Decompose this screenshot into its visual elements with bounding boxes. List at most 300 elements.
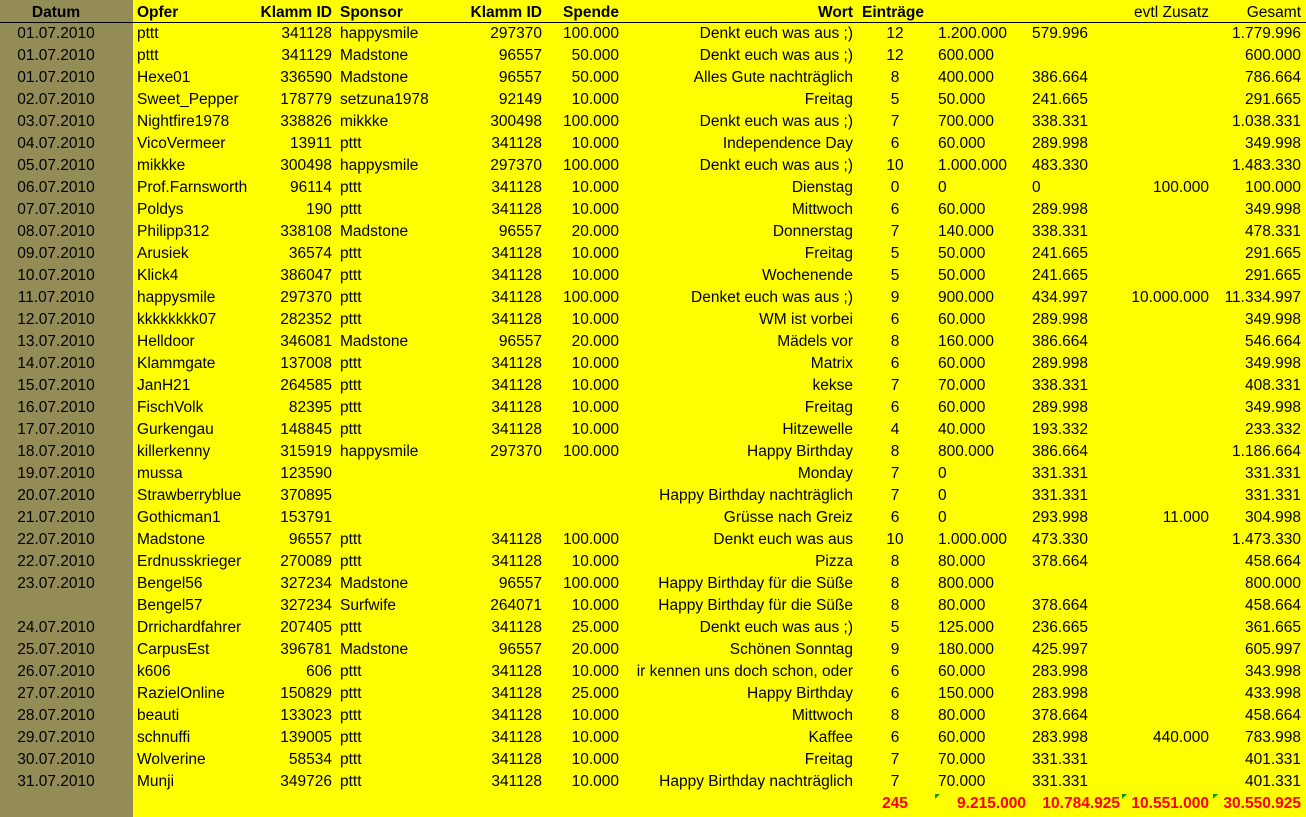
cell-datum[interactable]: 12.07.2010 [17,311,95,328]
cell-spende[interactable]: 10.000 [571,553,619,570]
cell-spende[interactable]: 20.000 [571,333,619,350]
cell-eintraege[interactable]: 10 [886,157,904,174]
cell-gesamt[interactable]: 800.000 [1244,575,1301,592]
cell-gesamt[interactable]: 331.331 [1244,465,1301,482]
cell-punkte2[interactable]: 289.998 [1032,399,1089,416]
cell-opfer[interactable]: Bengel56 [137,575,203,592]
cell-opfer[interactable]: pttt [137,47,159,64]
cell-wort[interactable]: Freitag [804,91,853,108]
cell-opfer[interactable]: Poldys [137,201,184,218]
cell-wort[interactable]: Independence Day [722,135,853,152]
cell-eintraege[interactable]: 5 [890,267,900,284]
cell-klamm-id-1[interactable]: 327234 [280,597,332,614]
cell-wort[interactable]: kekse [812,377,853,394]
cell-wort[interactable]: Denkt euch was aus ;) [699,25,853,42]
cell-spende[interactable] [545,507,619,529]
cell-punkte1[interactable]: 60.000 [938,399,986,416]
cell-klamm-id-1[interactable]: 300498 [280,157,332,174]
cell-spende[interactable]: 20.000 [571,641,619,658]
cell-datum[interactable]: 29.07.2010 [17,729,95,746]
cell-eintraege[interactable]: 0 [890,179,900,196]
cell-klamm-id-2[interactable]: 297370 [490,443,542,460]
cell-sponsor[interactable]: happysmile [340,25,419,42]
cell-punkte2[interactable]: 579.996 [1032,25,1089,42]
cell-gesamt[interactable]: 1.186.664 [1232,443,1301,460]
cell-eintraege[interactable]: 7 [890,487,900,504]
cell-gesamt[interactable]: 331.331 [1244,487,1301,504]
cell-eintraege[interactable]: 8 [890,575,900,592]
cell-klamm-id-2[interactable]: 92149 [498,91,542,108]
cell-wort[interactable]: Happy Birthday [747,443,853,460]
cell-spende[interactable]: 100.000 [562,443,619,460]
cell-zusatz[interactable] [1120,309,1209,331]
cell-punkte2[interactable]: 241.665 [1032,91,1089,108]
cell-punkte1[interactable]: 125.000 [938,619,995,636]
cell-klamm-id-1[interactable]: 327234 [280,575,332,592]
cell-punkte1[interactable]: 600.000 [938,47,995,64]
cell-zusatz[interactable] [1120,463,1209,485]
cell-klamm-id-2[interactable]: 341128 [491,289,542,306]
cell-zusatz[interactable] [1120,133,1209,155]
cell-gesamt[interactable]: 458.664 [1244,553,1301,570]
cell-gesamt[interactable]: 433.998 [1244,685,1301,702]
cell-eintraege[interactable]: 5 [890,245,900,262]
cell-wort[interactable]: Denkt euch was aus [713,531,853,548]
cell-opfer[interactable]: Sweet_Pepper [137,91,239,108]
cell-datum[interactable]: 08.07.2010 [17,223,95,240]
total-gesamt[interactable]: 30.550.925 [1223,795,1301,812]
cell-opfer[interactable]: Madstone [137,531,206,548]
cell-opfer[interactable]: Klick4 [137,267,179,284]
cell-sponsor[interactable]: pttt [340,267,362,284]
cell-eintraege[interactable]: 6 [890,135,900,152]
cell-zusatz[interactable] [1120,617,1209,639]
cell-spende[interactable]: 50.000 [571,47,619,64]
cell-datum[interactable]: 10.07.2010 [17,267,95,284]
cell-sponsor[interactable]: pttt [340,421,362,438]
cell-datum[interactable]: 13.07.2010 [17,333,95,350]
cell-punkte1[interactable]: 400.000 [938,69,995,86]
cell-klamm-id-1[interactable]: 58534 [288,751,332,768]
cell-gesamt[interactable]: 343.998 [1244,663,1301,680]
cell-klamm-id-1[interactable]: 150829 [280,685,332,702]
cell-datum[interactable]: 30.07.2010 [17,751,95,768]
cell-klamm-id-1[interactable]: 133023 [280,707,332,724]
cell-zusatz[interactable] [1120,705,1209,727]
cell-eintraege[interactable]: 7 [890,377,900,394]
cell-spende[interactable]: 10.000 [571,245,619,262]
cell-sponsor[interactable]: Madstone [340,333,409,350]
cell-punkte1[interactable]: 80.000 [938,553,986,570]
cell-eintraege[interactable]: 8 [890,333,900,350]
cell-zusatz[interactable] [1120,441,1209,463]
cell-spende[interactable]: 10.000 [571,729,619,746]
cell-punkte1[interactable]: 60.000 [938,311,986,328]
cell-klamm-id-2[interactable]: 341128 [491,685,542,702]
cell-opfer[interactable]: Nightfire1978 [137,113,230,130]
cell-punkte2[interactable]: 378.664 [1032,597,1089,614]
cell-klamm-id-1[interactable]: 341129 [281,47,332,64]
cell-datum[interactable]: 07.07.2010 [17,201,95,218]
cell-wort[interactable]: Pizza [815,553,853,570]
cell-klamm-id-1[interactable]: 137008 [280,355,332,372]
cell-eintraege[interactable]: 6 [890,311,900,328]
cell-wort[interactable]: WM ist vorbei [759,311,853,328]
cell-punkte2[interactable]: 0 [1032,179,1041,196]
cell-datum[interactable]: 19.07.2010 [17,465,95,482]
cell-klamm-id-2[interactable]: 297370 [490,157,542,174]
cell-punkte1[interactable]: 800.000 [938,575,995,592]
cell-spende[interactable]: 25.000 [571,619,619,636]
cell-gesamt[interactable]: 783.998 [1244,729,1301,746]
cell-gesamt[interactable]: 349.998 [1244,135,1301,152]
cell-punkte2[interactable]: 378.664 [1032,707,1089,724]
cell-datum[interactable]: 17.07.2010 [17,421,95,438]
cell-punkte1[interactable]: 1.200.000 [938,25,1007,42]
cell-sponsor[interactable]: happysmile [340,157,419,174]
cell-wort[interactable]: Happy Birthday für die Süße [658,597,853,614]
cell-eintraege[interactable]: 9 [890,289,900,306]
cell-zusatz[interactable] [1120,67,1209,89]
cell-klamm-id-1[interactable]: 282352 [280,311,332,328]
cell-opfer[interactable]: VicoVermeer [137,135,226,152]
cell-wort[interactable]: Freitag [804,399,853,416]
cell-opfer[interactable]: mikkke [137,157,186,174]
cell-punkte1[interactable]: 0 [938,465,947,482]
cell-opfer[interactable]: beauti [137,707,180,724]
cell-klamm-id-2[interactable]: 96557 [498,641,542,658]
cell-opfer[interactable]: Hexe01 [137,69,191,86]
cell-spende[interactable]: 100.000 [562,575,619,592]
cell-opfer[interactable]: pttt [137,25,159,42]
cell-eintraege[interactable]: 12 [886,25,904,42]
cell-gesamt[interactable]: 349.998 [1244,311,1301,328]
header-spende[interactable]: Spende [563,4,619,21]
cell-klamm-id-2[interactable]: 341128 [491,245,542,262]
cell-datum[interactable]: 20.07.2010 [17,487,95,504]
cell-zusatz[interactable] [1120,661,1209,683]
cell-sponsor[interactable]: pttt [340,531,362,548]
cell-opfer[interactable]: Strawberryblue [137,487,242,504]
cell-opfer[interactable]: Erdnusskrieger [137,553,242,570]
cell-datum[interactable]: 24.07.2010 [17,619,95,636]
cell-datum[interactable]: 16.07.2010 [17,399,95,416]
cell-punkte1[interactable]: 60.000 [938,355,986,372]
cell-eintraege[interactable]: 6 [890,729,900,746]
cell-klamm-id-2[interactable]: 96557 [498,575,542,592]
cell-gesamt[interactable]: 458.664 [1244,597,1301,614]
cell-sponsor[interactable]: pttt [340,179,362,196]
cell-wort[interactable]: Mädels vor [777,333,853,350]
cell-klamm-id-2[interactable]: 341128 [491,201,542,218]
cell-datum[interactable]: 06.07.2010 [17,179,95,196]
cell-klamm-id-1[interactable]: 153791 [280,509,332,526]
cell-punkte2[interactable] [1032,573,1120,595]
cell-punkte1[interactable]: 0 [938,179,947,196]
cell-zusatz[interactable] [1120,375,1209,397]
cell-gesamt[interactable]: 349.998 [1244,399,1301,416]
cell-punkte1[interactable]: 900.000 [938,289,995,306]
cell-punkte2[interactable]: 434.997 [1032,289,1089,306]
cell-gesamt[interactable]: 478.331 [1244,223,1301,240]
cell-eintraege[interactable]: 6 [890,685,900,702]
cell-datum[interactable]: 18.07.2010 [17,443,95,460]
cell-spende[interactable]: 10.000 [571,377,619,394]
cell-datum[interactable]: 05.07.2010 [17,157,95,174]
cell-sponsor[interactable]: pttt [340,685,362,702]
cell-eintraege[interactable]: 6 [890,399,900,416]
cell-punkte1[interactable]: 0 [938,509,947,526]
cell-spende[interactable]: 10.000 [571,773,619,790]
cell-eintraege[interactable]: 8 [890,69,900,86]
cell-wort[interactable]: ir kennen uns doch schon, oder [636,663,853,680]
cell-sponsor[interactable]: pttt [340,707,362,724]
cell-punkte1[interactable]: 60.000 [938,663,986,680]
cell-punkte2[interactable]: 283.998 [1032,685,1089,702]
cell-eintraege[interactable]: 9 [890,641,900,658]
cell-datum[interactable]: 22.07.2010 [17,531,95,548]
cell-klamm-id-1[interactable]: 123590 [280,465,332,482]
cell-gesamt[interactable]: 1.779.996 [1232,25,1301,42]
cell-punkte2[interactable]: 289.998 [1032,311,1089,328]
cell-zusatz[interactable]: 11.000 [1162,509,1209,526]
cell-sponsor[interactable]: pttt [340,773,362,790]
cell-sponsor[interactable]: pttt [340,245,362,262]
cell-punkte2[interactable]: 386.664 [1032,443,1089,460]
cell-spende[interactable]: 10.000 [571,267,619,284]
cell-sponsor[interactable]: pttt [340,751,362,768]
header-evtl-zusatz[interactable]: evtl Zusatz [1134,4,1209,21]
cell-eintraege[interactable]: 12 [886,47,904,64]
cell-klamm-id-1[interactable]: 270089 [280,553,332,570]
cell-wort[interactable]: Freitag [804,751,853,768]
cell-klamm-id-2[interactable]: 341128 [491,553,542,570]
header-gesamt[interactable]: Gesamt [1246,4,1301,21]
cell-sponsor[interactable]: pttt [340,135,362,152]
cell-klamm-id-2[interactable]: 341128 [491,267,542,284]
header-datum[interactable]: Datum [31,4,81,21]
cell-punkte1[interactable]: 800.000 [938,443,995,460]
cell-gesamt[interactable]: 349.998 [1244,201,1301,218]
cell-sponsor[interactable]: Madstone [340,47,409,64]
cell-klamm-id-1[interactable]: 297370 [280,289,332,306]
cell-gesamt[interactable]: 401.331 [1244,751,1301,768]
cell-punkte1[interactable]: 70.000 [938,377,986,394]
cell-opfer[interactable]: JanH21 [137,377,191,394]
cell-eintraege[interactable]: 8 [890,553,900,570]
cell-punkte1[interactable]: 60.000 [938,135,986,152]
cell-sponsor[interactable]: pttt [340,311,362,328]
cell-punkte2[interactable]: 483.330 [1032,157,1089,174]
cell-gesamt[interactable]: 408.331 [1244,377,1301,394]
cell-wort[interactable]: Happy Birthday nachträglich [659,773,853,790]
cell-gesamt[interactable]: 786.664 [1244,69,1301,86]
total-punkte2[interactable]: 10.784.925 [1042,795,1120,812]
cell-opfer[interactable]: Arusiek [137,245,189,262]
cell-opfer[interactable]: k606 [137,663,171,680]
cell-klamm-id-2[interactable]: 341128 [491,421,542,438]
cell-zusatz[interactable] [1120,265,1209,287]
cell-opfer[interactable]: Helldoor [137,333,195,350]
cell-punkte1[interactable]: 80.000 [938,707,986,724]
cell-spende[interactable]: 10.000 [571,179,619,196]
cell-spende[interactable]: 10.000 [571,597,619,614]
cell-klamm-id-1[interactable]: 96557 [288,531,332,548]
cell-gesamt[interactable]: 1.473.330 [1232,531,1301,548]
cell-spende[interactable]: 10.000 [571,421,619,438]
cell-zusatz[interactable] [1120,155,1209,177]
cell-spende[interactable]: 20.000 [571,223,619,240]
cell-eintraege[interactable]: 7 [890,465,900,482]
cell-datum[interactable]: 31.07.2010 [17,773,95,790]
cell-punkte2[interactable]: 289.998 [1032,201,1089,218]
cell-spende[interactable]: 50.000 [571,69,619,86]
cell-punkte1[interactable]: 80.000 [938,597,986,614]
cell-punkte1[interactable]: 0 [938,487,947,504]
cell-spende[interactable]: 10.000 [571,399,619,416]
cell-wort[interactable]: Alles Gute nachträglich [693,69,853,86]
cell-klamm-id-1[interactable]: 606 [306,663,332,680]
cell-punkte2[interactable]: 338.331 [1032,113,1089,130]
cell-eintraege[interactable]: 6 [890,663,900,680]
cell-punkte1[interactable]: 70.000 [938,773,986,790]
cell-opfer[interactable]: CarpusEst [137,641,210,658]
cell-spende[interactable]: 10.000 [571,663,619,680]
cell-klamm-id-2[interactable]: 341128 [491,707,542,724]
cell-zusatz[interactable] [1120,397,1209,419]
cell-opfer[interactable]: Gothicman1 [137,509,221,526]
cell-punkte2[interactable]: 289.998 [1032,135,1089,152]
cell-sponsor[interactable]: pttt [340,399,362,416]
cell-klamm-id-1[interactable]: 338826 [280,113,332,130]
cell-datum[interactable]: 01.07.2010 [17,47,95,64]
cell-klamm-id-1[interactable]: 96114 [290,179,332,196]
header-klamm-id-2[interactable]: Klamm ID [470,4,542,21]
cell-opfer[interactable]: Klammgate [137,355,216,372]
cell-wort[interactable]: Matrix [810,355,853,372]
cell-spende[interactable]: 100.000 [562,531,619,548]
cell-eintraege[interactable]: 8 [890,707,900,724]
total-eintraege[interactable]: 245 [882,795,908,812]
cell-datum[interactable]: 01.07.2010 [17,69,95,86]
cell-spende[interactable]: 100.000 [562,157,619,174]
cell-spende[interactable]: 100.000 [562,113,619,130]
cell-gesamt[interactable]: 1.038.331 [1232,113,1301,130]
cell-klamm-id-2[interactable]: 341128 [491,377,542,394]
cell-zusatz[interactable] [1120,749,1209,771]
cell-wort[interactable]: Freitag [804,245,853,262]
cell-opfer[interactable]: Bengel57 [137,597,203,614]
cell-eintraege[interactable]: 8 [890,443,900,460]
cell-klamm-id-1[interactable]: 338108 [280,223,332,240]
cell-eintraege[interactable]: 6 [890,355,900,372]
cell-zusatz[interactable] [1120,639,1209,661]
cell-punkte1[interactable]: 60.000 [938,201,986,218]
cell-zusatz[interactable] [1120,331,1209,353]
cell-klamm-id-2[interactable]: 96557 [498,69,542,86]
cell-punkte1[interactable]: 150.000 [938,685,995,702]
cell-spende[interactable] [545,463,619,485]
cell-punkte2[interactable]: 293.998 [1032,509,1089,526]
cell-klamm-id-2[interactable]: 341128 [491,663,542,680]
cell-datum[interactable]: 28.07.2010 [17,707,95,724]
header-opfer[interactable]: Opfer [137,4,179,21]
cell-wort[interactable]: Wochenende [761,267,853,284]
cell-klamm-id-1[interactable]: 386047 [280,267,332,284]
cell-gesamt[interactable]: 100.000 [1244,179,1301,196]
header-eintraege[interactable]: Einträge [862,4,925,21]
cell-punkte1[interactable]: 160.000 [938,333,995,350]
cell-spende[interactable] [545,485,619,507]
cell-spende[interactable]: 10.000 [571,91,619,108]
cell-klamm-id-2[interactable]: 341128 [491,773,542,790]
cell-punkte1[interactable]: 50.000 [938,91,986,108]
cell-klamm-id-2[interactable]: 341128 [491,751,542,768]
cell-wort[interactable]: Hitzewelle [782,421,853,438]
cell-opfer[interactable]: Munji [137,773,175,790]
cell-spende[interactable]: 25.000 [571,685,619,702]
cell-klamm-id-1[interactable]: 370895 [280,487,332,504]
cell-punkte1[interactable]: 50.000 [938,245,986,262]
cell-datum[interactable]: 26.07.2010 [17,663,95,680]
cell-eintraege[interactable]: 7 [890,113,900,130]
cell-zusatz[interactable] [1120,199,1209,221]
cell-punkte2[interactable]: 193.332 [1032,421,1089,438]
cell-punkte2[interactable]: 283.998 [1032,729,1089,746]
cell-klamm-id-1[interactable]: 36574 [288,245,332,262]
cell-klamm-id-1[interactable]: 346081 [280,333,332,350]
cell-zusatz[interactable] [1120,595,1209,617]
cell-opfer[interactable]: Wolverine [137,751,206,768]
cell-wort[interactable]: Donnerstag [772,223,853,240]
cell-zusatz[interactable]: 10.000.000 [1131,289,1209,306]
cell-eintraege[interactable]: 5 [890,91,900,108]
cell-wort[interactable]: Monday [797,465,853,482]
cell-opfer[interactable]: schnuffi [137,729,191,746]
header-wort[interactable]: Wort [817,4,853,21]
cell-punkte2[interactable]: 386.664 [1032,333,1089,350]
cell-sponsor[interactable]: pttt [340,553,362,570]
cell-opfer[interactable]: Prof.Farnsworth [137,179,248,196]
cell-zusatz[interactable] [1120,111,1209,133]
cell-wort[interactable]: Mittwoch [791,707,853,724]
cell-punkte1[interactable]: 1.000.000 [938,157,1007,174]
cell-punkte2[interactable]: 289.998 [1032,355,1089,372]
cell-datum[interactable]: 02.07.2010 [17,91,95,108]
cell-gesamt[interactable]: 291.665 [1244,245,1301,262]
cell-zusatz[interactable] [1120,683,1209,705]
header-klamm-id-1[interactable]: Klamm ID [260,4,332,21]
cell-klamm-id-2[interactable] [462,507,542,529]
cell-sponsor[interactable]: happysmile [340,443,419,460]
cell-opfer[interactable]: killerkenny [137,443,211,460]
cell-spende[interactable]: 10.000 [571,135,619,152]
cell-zusatz[interactable]: 100.000 [1152,179,1209,196]
header-sponsor[interactable]: Sponsor [340,4,403,21]
cell-zusatz[interactable] [1120,23,1209,45]
cell-klamm-id-1[interactable]: 336590 [280,69,332,86]
cell-spende[interactable]: 10.000 [571,751,619,768]
cell-sponsor[interactable]: Madstone [340,69,409,86]
cell-sponsor[interactable] [340,507,460,529]
cell-punkte1[interactable]: 40.000 [938,421,986,438]
cell-gesamt[interactable]: 233.332 [1244,421,1301,438]
cell-zusatz[interactable] [1120,771,1209,793]
cell-klamm-id-1[interactable]: 396781 [280,641,332,658]
cell-punkte1[interactable]: 700.000 [938,113,995,130]
cell-klamm-id-1[interactable]: 178779 [280,91,332,108]
cell-wort[interactable]: Schönen Sonntag [729,641,853,658]
